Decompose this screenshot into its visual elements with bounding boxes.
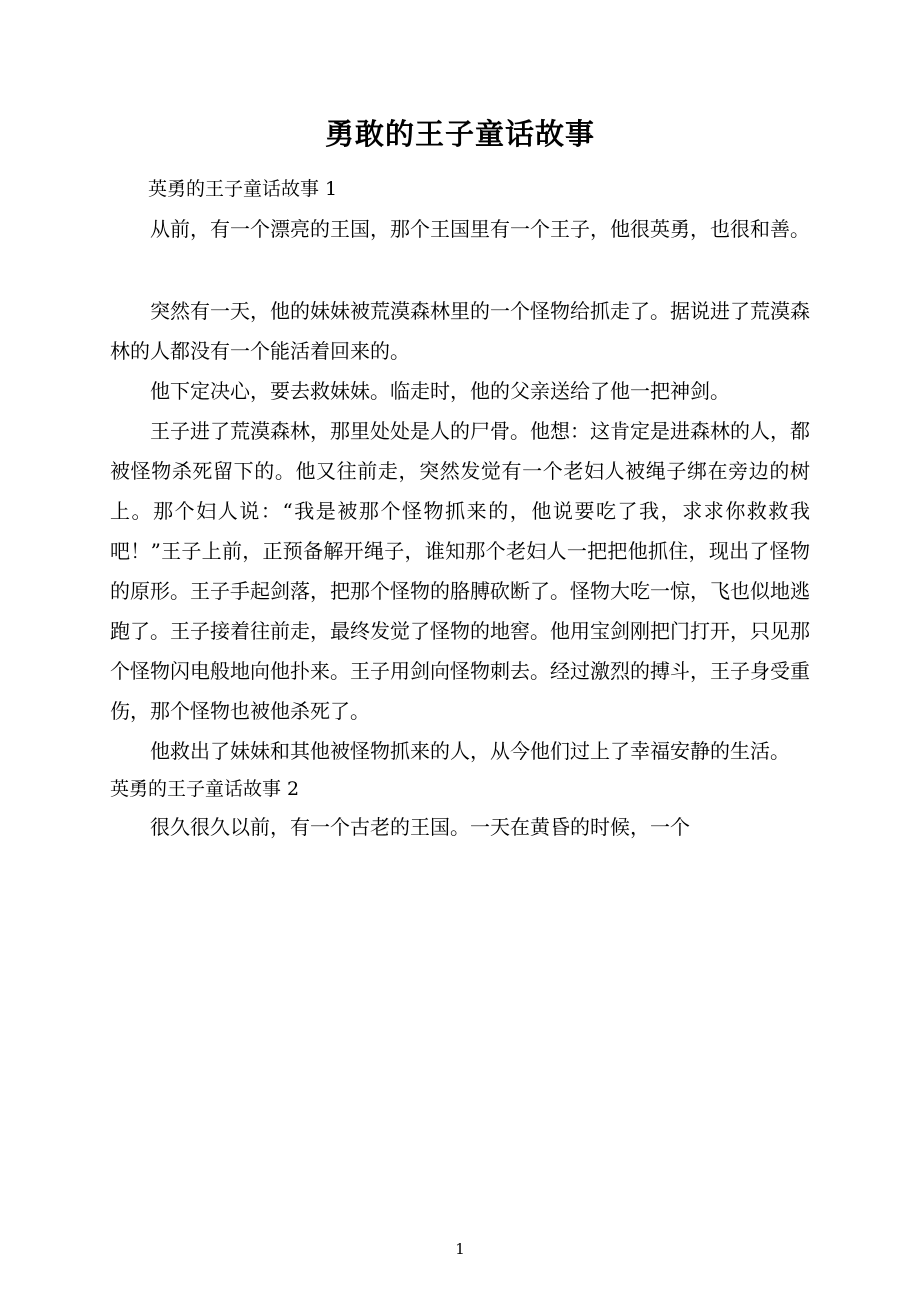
paragraph-2: 突然有一天，他的妹妹被荒漠森林里的一个怪物给抓走了。据说进了荒漠森林的人都没有一个能活着回来的。	[110, 298, 810, 363]
paragraph-spacer	[110, 249, 810, 291]
page-title: 勇敢的王子童话故事	[324, 117, 595, 151]
paragraph-1: 从前，有一个漂亮的王国，那个王国里有一个王子，他很英勇，也很和善。	[150, 216, 810, 241]
paragraph-3: 他下定决心，要去救妹妹。临走时，他的父亲送给了他一把神剑。	[150, 378, 730, 403]
paragraph-5: 他救出了妹妹和其他被怪物抓来的人，从今他们过上了幸福安静的生活。	[150, 738, 790, 763]
section-label-story-2: 英勇的王子童话故事 2	[110, 777, 300, 800]
subheading-story-1: 英勇的王子童话故事 1	[148, 177, 338, 200]
paragraph-4: 王子进了荒漠森林，那里处处是人的尸骨。他想：这肯定是进森林的人，都被怪物杀死留下的。他又往前走，突然发觉有一个老妇人被绳子绑在旁边的树上。那个妇人说：“我是被那个怪物抓来的，他说要吃了我，求求你救救我吧！”王子上前，正预备解开绳子，谁知那个老妇人一把把他抓住，现出了怪物的原形。王子手起剑落，把那个怪物的胳膊砍断了。怪物大吃一惊，飞也似地逃跑了。王子接着往前走，最终发觉了怪物的地窖。他用宝剑刚把门打开，只见那个怪物闪电般地向他扑来。王子用剑向怪物刺去。经过激烈的搏斗，王子身受重伤，那个怪物也被他杀死了。	[110, 418, 810, 723]
page-number: 1	[455, 1240, 465, 1258]
paragraph-6: 很久很久以前，有一个古老的王国。一天在黄昏的时候，一个	[150, 814, 690, 839]
